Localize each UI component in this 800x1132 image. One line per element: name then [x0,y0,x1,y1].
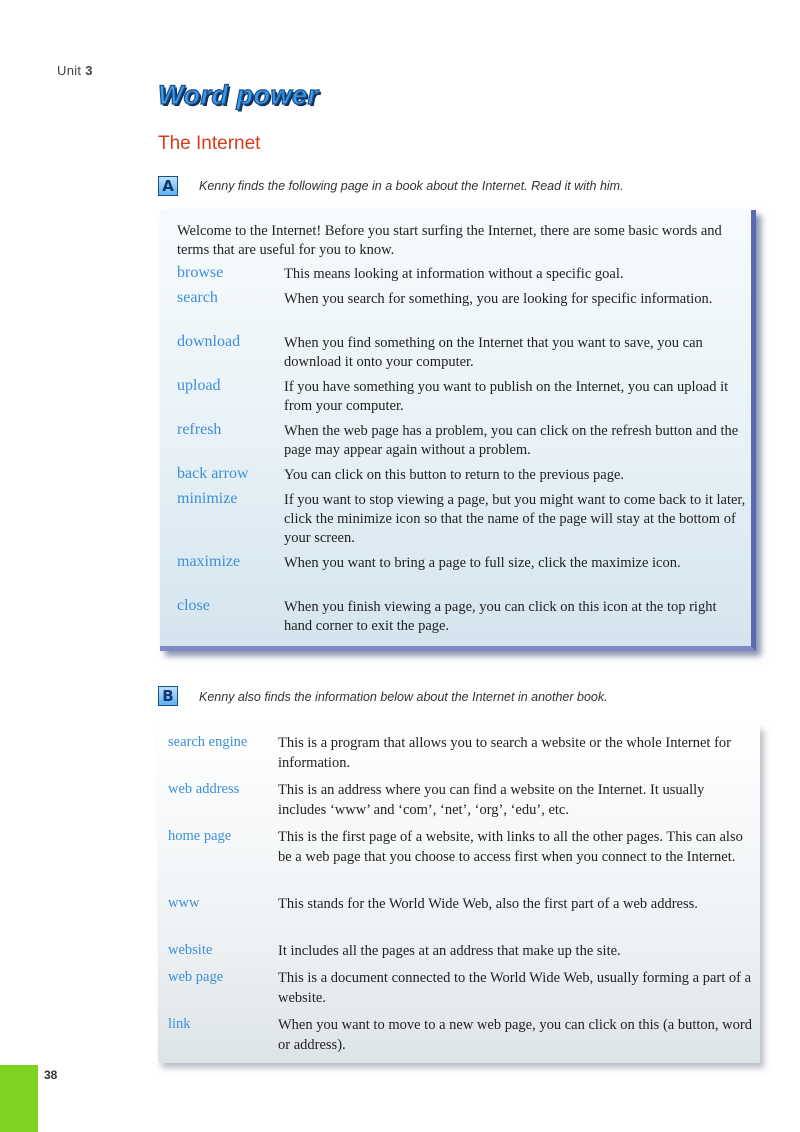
term-close: close [177,597,210,614]
term-browse: browse [177,264,224,281]
unit-number: 3 [85,63,93,78]
section-subtitle: The Internet [158,133,261,154]
glossary-box-b [158,725,760,1063]
definition-refresh: When the web page has a problem, you can click on the refresh button and the page may appear again without a problem. [284,423,739,458]
glossary-intro: Welcome to the Internet! Before you start surfing the Internet, there are some basic words and terms that are useful for you to know. [177,223,722,258]
definition-download: When you find something on the Internet that you want to save, you can download it onto your computer. [284,335,703,370]
definition-www: This stands for the World Wide Web, also the first part of a web address. [278,896,698,912]
section-a-badge: A [158,176,178,196]
page-corner-bar [0,1065,38,1132]
term-refresh: refresh [177,421,222,438]
definition-close: When you finish viewing a page, you can click on this icon at the top right hand corner to exit the page. [284,599,717,634]
section-a-instruction: Kenny finds the following page in a book about the Internet. Read it with him. [199,179,624,193]
term-search: search [177,289,218,306]
definition-home-page: This is the first page of a website, with links to all the other pages. This can also be a web page that you choose to access first when you connect to the Internet. [278,829,743,865]
term-web-address: web address [168,781,240,797]
section-b-instruction: Kenny also finds the information below about the Internet in another book. [199,690,608,704]
glossary-box-a [160,210,756,651]
term-www: www [168,895,200,911]
definition-minimize: If you want to stop viewing a page, but you might want to come back to it later, click the minimize icon so that the name of the page will stay at the bottom of your screen. [284,492,746,546]
section-b-badge: B [158,686,178,706]
definition-browse: This means looking at information without a specific goal. [284,266,624,282]
term-maximize: maximize [177,553,241,570]
term-link: link [168,1016,191,1032]
page-number: 38 [44,1068,58,1082]
unit-text: Unit [57,63,82,78]
definition-upload: If you have something you want to publish on the Internet, you can upload it from your computer. [284,379,729,414]
unit-label [57,63,93,78]
definition-link: When you want to move to a new web page, you can click on this (a button, word or address). [278,1017,752,1053]
definition-back-arrow: You can click on this button to return to the previous page. [284,467,625,483]
definition-web-page: This is a document connected to the World Wide Web, usually forming a part of a website. [278,970,752,1006]
definition-maximize: When you want to bring a page to full size, click the maximize icon. [284,555,681,571]
definition-website: It includes all the pages at an address that make up the site. [278,943,621,959]
term-minimize: minimize [177,490,238,507]
definition-search: When you search for something, you are looking for specific information. [284,291,713,307]
term-download: download [177,333,241,350]
definition-search-engine: This is a program that allows you to search a website or the whole Internet for information. [278,735,731,771]
term-web-page: web page [168,969,224,985]
term-back-arrow: back arrow [177,465,249,482]
definition-web-address: This is an address where you can find a website on the Internet. It usually includes ‘www’ and ‘com’, ‘net’, ‘org’, ‘edu’, etc. [278,782,705,818]
term-home-page: home page [168,828,232,844]
term-search-engine: search engine [168,734,248,750]
page-title: Word power [158,80,319,110]
term-website: website [168,942,213,958]
term-upload: upload [177,377,221,394]
